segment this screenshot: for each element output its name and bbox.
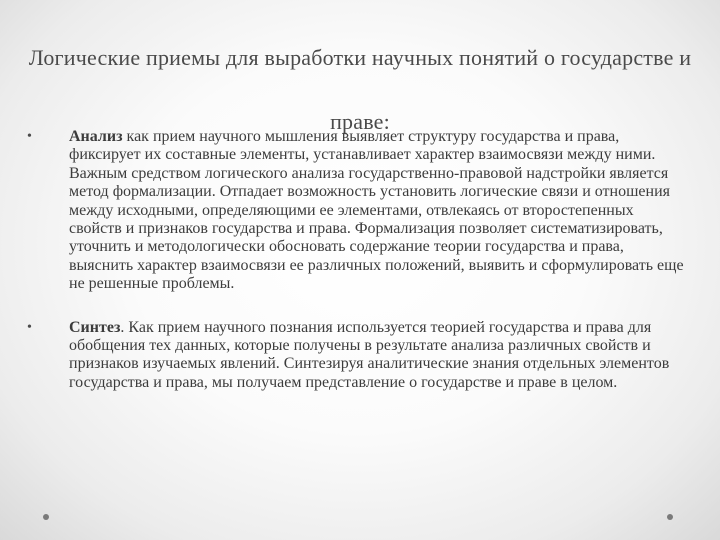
list-item-analysis [24, 128, 684, 294]
decorative-dot-right [667, 514, 673, 520]
list-item-synthesis [24, 319, 684, 393]
synthesis-text: . Как прием научного познания используется теорией государства и права для обобщения тех данных, которые получены в результате анализа различных свойств и признаков изучаемых явлений. Синтезируя аналитические знания отдельных элементов государства и права, мы получаем представление о государстве и праве в целом. [69, 318, 670, 391]
decorative-dot-left [43, 514, 49, 520]
bullet-icon: • [27, 129, 32, 144]
analysis-text: как прием научного мышления выявляет структуру государства и права, фиксирует их составные элементы, устанавливает характер взаимосвязи между ними. Важным средством логического анализа государственно-правовой надстройки является метод формализации. Отпадает возможность установить логические связи и отношения между исходными, определяющими ее элементами, отвлекаясь от второстепенных свойств и признаков государства и права. Формализация позволяет систематизировать, уточнить и методологически обосновать содержание теории государства и права, выяснить характер взаимосвязи ее различных положений, выявить и сформулировать еще не решенные проблемы. [69, 128, 684, 293]
bullet-list [24, 128, 684, 392]
slide-title: Логические приемы для выработки научных понятий о государстве и праве: [28, 45, 692, 134]
term-synthesis: Синтез [69, 318, 121, 336]
bullet-icon: • [27, 319, 32, 335]
term-analysis: Анализ [69, 128, 123, 145]
